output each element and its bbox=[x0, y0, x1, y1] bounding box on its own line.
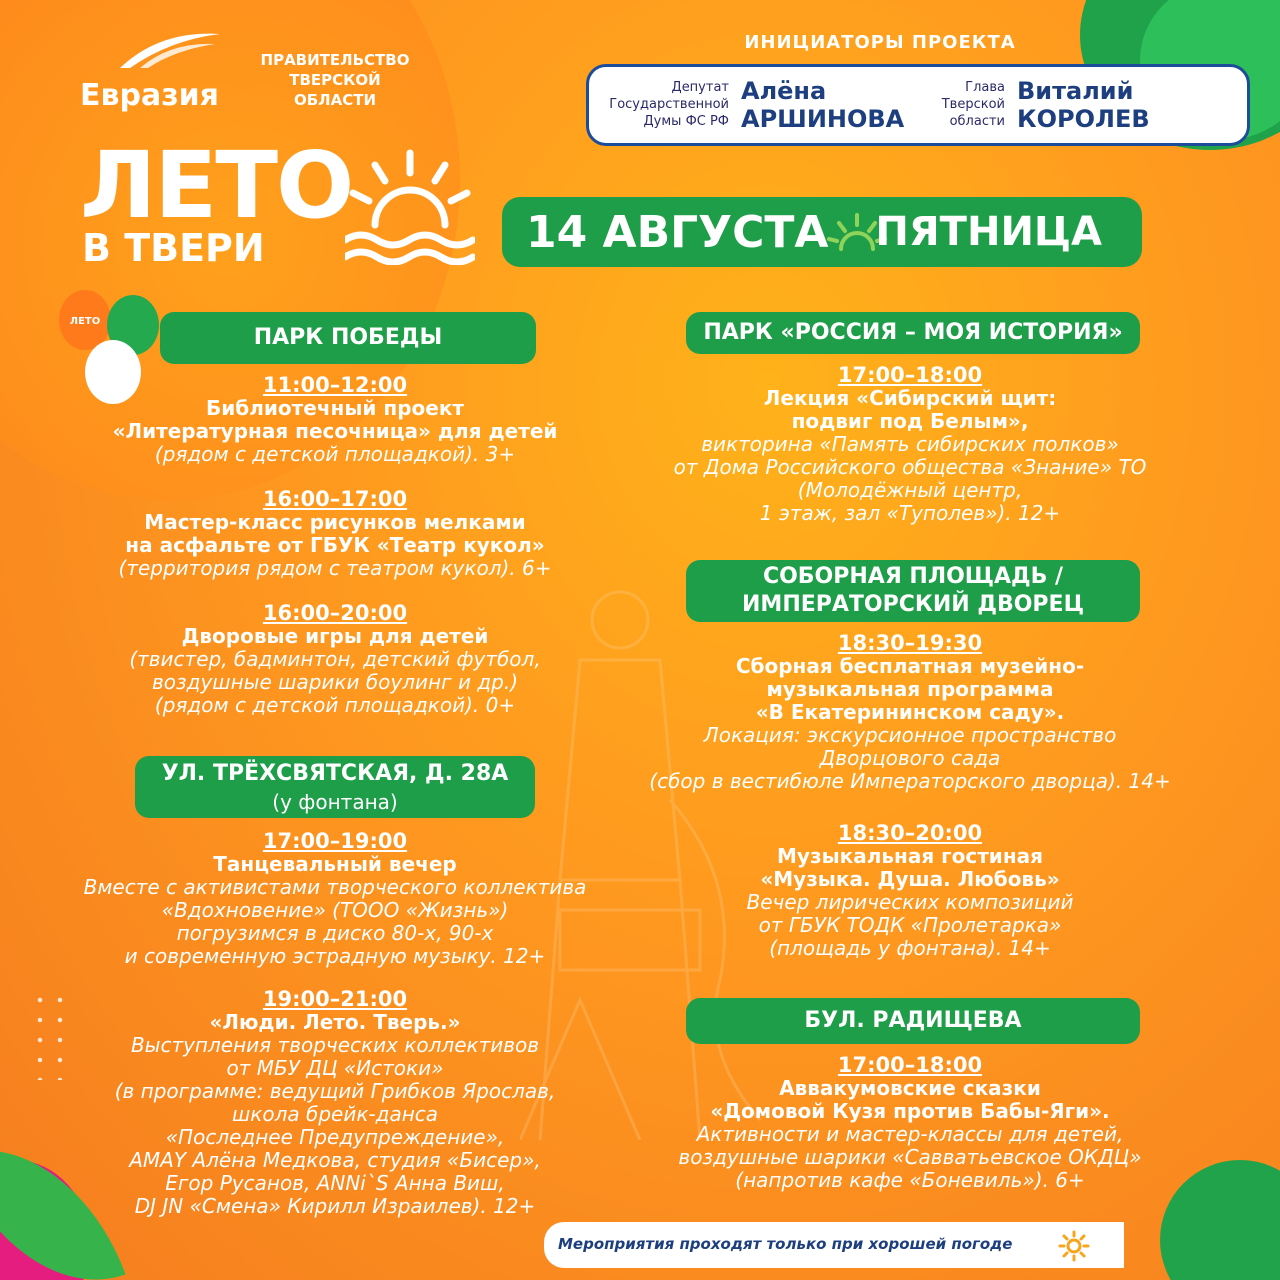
event-desc: воздушные шарики боулинг и др.) bbox=[151, 670, 518, 694]
event-desc: (напротив кафе «Боневиль»). 6+ bbox=[735, 1168, 1085, 1192]
event-time: 16:00–17:00 bbox=[262, 487, 408, 511]
event-avvakum-tales bbox=[640, 1054, 1180, 1192]
event-title: Лекция «Сибирский щит: bbox=[763, 386, 1057, 410]
event-title: «Домовой Кузя против Бабы-Яги». bbox=[710, 1099, 1110, 1123]
event-desc: Егор Русанов, ANNi`S Анна Виш, bbox=[165, 1171, 505, 1195]
event-title: Музыкальная гостиная bbox=[777, 844, 1043, 868]
event-desc: 1 этаж, зал «Туполев»). 12+ bbox=[759, 501, 1061, 525]
event-catherine-garden bbox=[620, 632, 1200, 793]
event-desc: от ГБУК ТОДК «Пролетарка» bbox=[758, 913, 1062, 937]
event-desc: (в программе: ведущий Грибков Ярослав, bbox=[114, 1079, 556, 1103]
event-title: Дворовые игры для детей bbox=[181, 624, 489, 648]
sun-icon bbox=[345, 145, 475, 265]
event-music-lounge bbox=[640, 822, 1180, 960]
weather-notice bbox=[544, 1222, 1124, 1268]
event-date: 14 АВГУСТА bbox=[526, 207, 829, 258]
swoosh-icon bbox=[120, 30, 220, 70]
initiator-1-first: Алёна bbox=[741, 77, 827, 105]
event-title: «Литературная песочница» для детей bbox=[112, 419, 558, 443]
location-park-pobedy: ПАРК ПОБЕДЫ bbox=[160, 312, 536, 364]
event-desc: (твистер, бадминтон, детский футбол, bbox=[129, 647, 541, 671]
weather-notice-text: Мероприятия проходят только при хорошей погоде bbox=[558, 1235, 1013, 1253]
initiator-2-last: КОРОЛЕВ bbox=[1017, 105, 1150, 133]
location-title: СОБОРНАЯ ПЛОЩАДЬ / bbox=[762, 564, 1064, 589]
event-desc: (площадь у фонтана). 14+ bbox=[769, 936, 1051, 960]
event-title: Танцевальный вечер bbox=[213, 852, 457, 876]
event-desc: Выступления творческих коллективов bbox=[130, 1033, 540, 1057]
initiator-1-name bbox=[741, 77, 904, 133]
event-time: 19:00–21:00 bbox=[262, 987, 408, 1011]
event-desc: Вечер лирических композиций bbox=[746, 890, 1074, 914]
event-dance-evening bbox=[50, 830, 620, 968]
location-trekhsvyatskaya bbox=[135, 756, 535, 818]
event-yard-games bbox=[60, 602, 610, 717]
event-title: музыкальная программа bbox=[766, 677, 1054, 701]
event-time: 18:30–20:00 bbox=[837, 821, 983, 845]
event-title: «В Екатерининском саду». bbox=[755, 700, 1065, 724]
event-title: подвиг под Белым», bbox=[791, 409, 1029, 433]
event-desc: и современную эстрадную музыку. 12+ bbox=[124, 944, 546, 968]
event-desc: (сбор в вестибюле Императорского дворца). 14+ bbox=[649, 769, 1171, 793]
initiator-1-last: АРШИНОВА bbox=[741, 105, 905, 133]
event-people-summer-tver bbox=[50, 988, 620, 1218]
location-sobornaya bbox=[686, 560, 1140, 622]
event-desc: (рядом с детской площадкой). 0+ bbox=[154, 693, 516, 717]
event-title: на асфальте от ГБУК «Театр кукол» bbox=[125, 533, 545, 557]
date-bar bbox=[502, 197, 1142, 267]
event-desc: Дворцового сада bbox=[819, 746, 1001, 770]
location-park-russia: ПАРК «РОССИЯ – МОЯ ИСТОРИЯ» bbox=[686, 312, 1140, 354]
location-subtitle: (у фонтана) bbox=[272, 790, 398, 814]
event-time: 11:00–12:00 bbox=[262, 373, 408, 397]
event-desc: (территория рядом с театром кукол). 6+ bbox=[118, 556, 552, 580]
initiators-box bbox=[586, 64, 1250, 146]
event-desc: «Последнее Предупреждение», bbox=[165, 1125, 505, 1149]
event-time: 16:00–20:00 bbox=[262, 601, 408, 625]
event-title: «Люди. Лето. Тверь.» bbox=[209, 1010, 461, 1034]
initiator-2-name bbox=[1017, 77, 1150, 133]
event-desc: DJ JN «Смена» Кирилл Израилев). 12+ bbox=[134, 1194, 536, 1218]
event-title: Мастер-класс рисунков мелками bbox=[144, 510, 526, 534]
government-label: ПРАВИТЕЛЬСТВО ТВЕРСКОЙ ОБЛАСТИ bbox=[260, 51, 410, 109]
eurasia-logo bbox=[80, 30, 220, 120]
event-time: 18:30–19:30 bbox=[837, 631, 983, 655]
location-title: УЛ. ТРЁХСВЯТСКАЯ, Д. 28А bbox=[161, 761, 509, 786]
event-title: Сборная бесплатная музейно- bbox=[735, 654, 1085, 678]
event-desc: «Вдохновение» (ТООО «Жизнь») bbox=[161, 898, 509, 922]
event-title: «Музыка. Душа. Любовь» bbox=[760, 867, 1060, 891]
event-weekday: ПЯТНИЦА bbox=[875, 209, 1102, 255]
event-literary-sandbox bbox=[60, 374, 610, 466]
city-title: В ТВЕРИ bbox=[82, 226, 265, 270]
event-desc: Активности и мастер-классы для детей, bbox=[696, 1122, 1124, 1146]
event-desc: (Молодёжный центр, bbox=[797, 478, 1023, 502]
event-desc: Локация: экскурсионное пространство bbox=[703, 723, 1117, 747]
event-time: 17:00–19:00 bbox=[262, 829, 408, 853]
initiator-2-role: Глава Тверской области bbox=[941, 80, 1005, 129]
event-desc: погрузимся в диско 80-х, 90-х bbox=[176, 921, 494, 945]
event-desc: (рядом с детской площадкой). 3+ bbox=[154, 442, 516, 466]
event-desc: от Дома Российского общества «Знание» ТО bbox=[673, 455, 1147, 479]
location-radishcheva: БУЛ. РАДИЩЕВА bbox=[686, 998, 1140, 1044]
initiator-1-role: Депутат Государственной Думы ФС РФ bbox=[609, 80, 729, 129]
leto-title: ЛЕТО bbox=[80, 132, 353, 239]
event-desc: AMAY Алёна Медкова, студия «Бисер», bbox=[129, 1148, 541, 1172]
logo-text: Евразия bbox=[80, 78, 219, 113]
sun-footer-icon bbox=[1058, 1230, 1090, 1262]
location-title: ИМПЕРАТОРСКИЙ ДВОРЕЦ bbox=[742, 592, 1084, 617]
event-title: Библиотечный проект bbox=[206, 396, 464, 420]
event-desc: школа брейк-данса bbox=[231, 1102, 439, 1126]
event-desc: воздушные шарики «Савватьевское ОКДЦ» bbox=[678, 1145, 1142, 1169]
event-desc: викторина «Память сибирских полков» bbox=[701, 432, 1119, 456]
initiators-title: ИНИЦИАТОРЫ ПРОЕКТА bbox=[744, 32, 1016, 53]
event-desc: Вместе с активистами творческого коллектива bbox=[83, 875, 587, 899]
event-chalk-masterclass bbox=[60, 488, 610, 580]
event-siberian-shield bbox=[640, 364, 1180, 525]
event-time: 17:00–18:00 bbox=[837, 1053, 983, 1077]
event-desc: от МБУ ДЦ «Истоки» bbox=[226, 1056, 444, 1080]
event-title: Аввакумовские сказки bbox=[779, 1076, 1041, 1100]
initiator-2-first: Виталий bbox=[1017, 77, 1134, 105]
balloon-label: ЛЕТО bbox=[69, 316, 101, 327]
event-time: 17:00–18:00 bbox=[837, 363, 983, 387]
